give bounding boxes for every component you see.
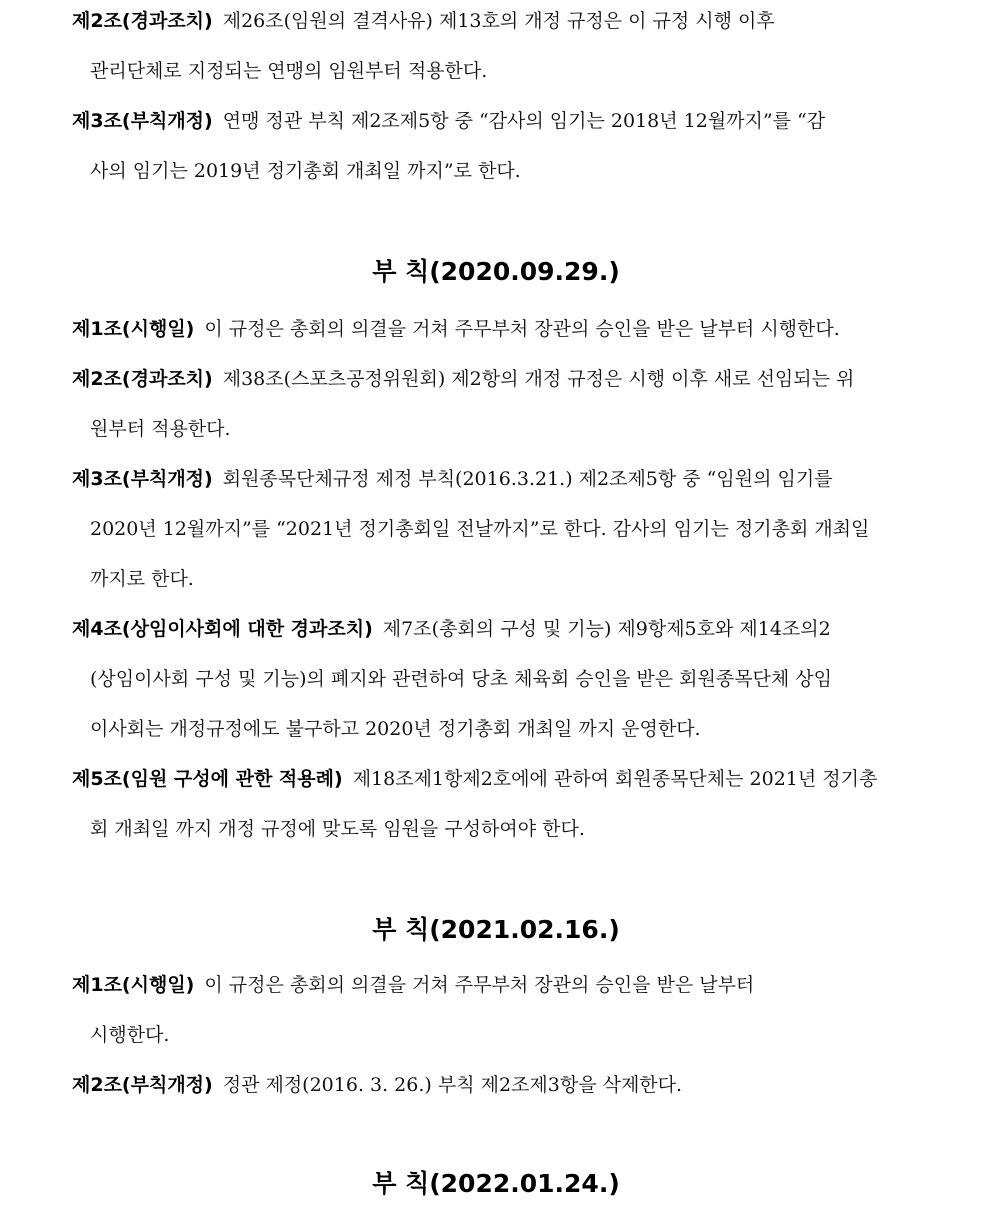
article-text: 제38조(스포츠공정위원회) 제2항의 개정 규정은 시행 이후 새로 선임되는 위: [222, 368, 855, 390]
article-text: 이 규정은 총회의 의결을 거쳐 주무부처 장관의 승인을 받은 날부터 시행한다.: [204, 318, 840, 340]
article-text-continued: 원부터 적용한다.: [90, 418, 231, 440]
article-text: 연맹 정관 부칙 제2조제5항 중 “감사의 임기는 2018년 12월까지”를 “감: [222, 110, 826, 132]
article-text: 제26조(임원의 결격사유) 제13호의 개정 규정은 이 규정 시행 이후: [222, 10, 775, 32]
article-text-continued: 관리단체로 지정되는 연맹의 임원부터 적용한다.: [90, 60, 488, 82]
article-title: 제2조(부칙개정): [72, 1074, 213, 1096]
article-text-continued: 이사회는 개정규정에도 불구하고 2020년 정기총회 개최일 까지 운영한다.: [90, 718, 701, 740]
article-title: 제5조(임원 구성에 관한 적용례): [72, 768, 343, 790]
article-title: 제3조(부칙개정): [72, 468, 213, 490]
article-2-transition: [72, 354, 922, 454]
article-title: 제3조(부칙개정): [72, 110, 213, 132]
article-text-continued: 사의 임기는 2019년 정기총회 개최일 까지”로 한다.: [90, 160, 521, 182]
article-text: 이 규정은 총회의 의결을 거쳐 주무부처 장관의 승인을 받은 날부터: [204, 974, 755, 996]
article-2-amendment: [72, 1060, 922, 1110]
article-text-continued: 까지로 한다.: [90, 568, 194, 590]
article-text-continued: (상임이사회 구성 및 기능)의 폐지와 관련하여 당초 체육회 승인을 받은 회원종목단체 상임: [90, 668, 833, 690]
article-text: 회원종목단체규정 제정 부칙(2016.3.21.) 제2조제5항 중 “임원의 임기를: [222, 468, 833, 490]
article-title: 제4조(상임이사회에 대한 경과조치): [72, 618, 373, 640]
article-text-continued: 2020년 12월까지”를 “2021년 정기총회일 전날까지”로 한다. 감사의 임기는 정기총회 개최일: [90, 518, 870, 540]
article-1-effective-date: [72, 304, 922, 354]
article-5-officer-application: [72, 754, 922, 854]
article-title: 제1조(시행일): [72, 318, 195, 340]
section-heading: 부 칙(2020.09.29.): [372, 257, 620, 286]
article-4-standing-board-transition: [72, 604, 922, 754]
article-3-amendment: [72, 454, 922, 604]
article-title: 제2조(경과조치): [72, 368, 213, 390]
article-text-continued: 회 개최일 까지 개정 규정에 맞도록 임원을 구성하여야 한다.: [90, 818, 585, 840]
section-heading: 부 칙(2021.02.16.): [372, 915, 620, 944]
article-title: 제2조(경과조치): [72, 10, 213, 32]
article-2-transition: [72, 0, 922, 96]
article-text-continued: 시행한다.: [90, 1024, 170, 1046]
article-text: 제18조제1항제2호에에 관하여 회원종목단체는 2021년 정기총: [352, 768, 878, 790]
article-text: 정관 제정(2016. 3. 26.) 부칙 제2조제3항을 삭제한다.: [222, 1074, 683, 1096]
article-text: 제7조(총회의 구성 및 기능) 제9항제5호와 제14조의2: [382, 618, 831, 640]
article-title: 제1조(시행일): [72, 974, 195, 996]
section-heading: 부 칙(2022.01.24.): [372, 1169, 620, 1198]
article-1-effective-date: [72, 960, 922, 1060]
article-3-amendment: [72, 96, 922, 196]
